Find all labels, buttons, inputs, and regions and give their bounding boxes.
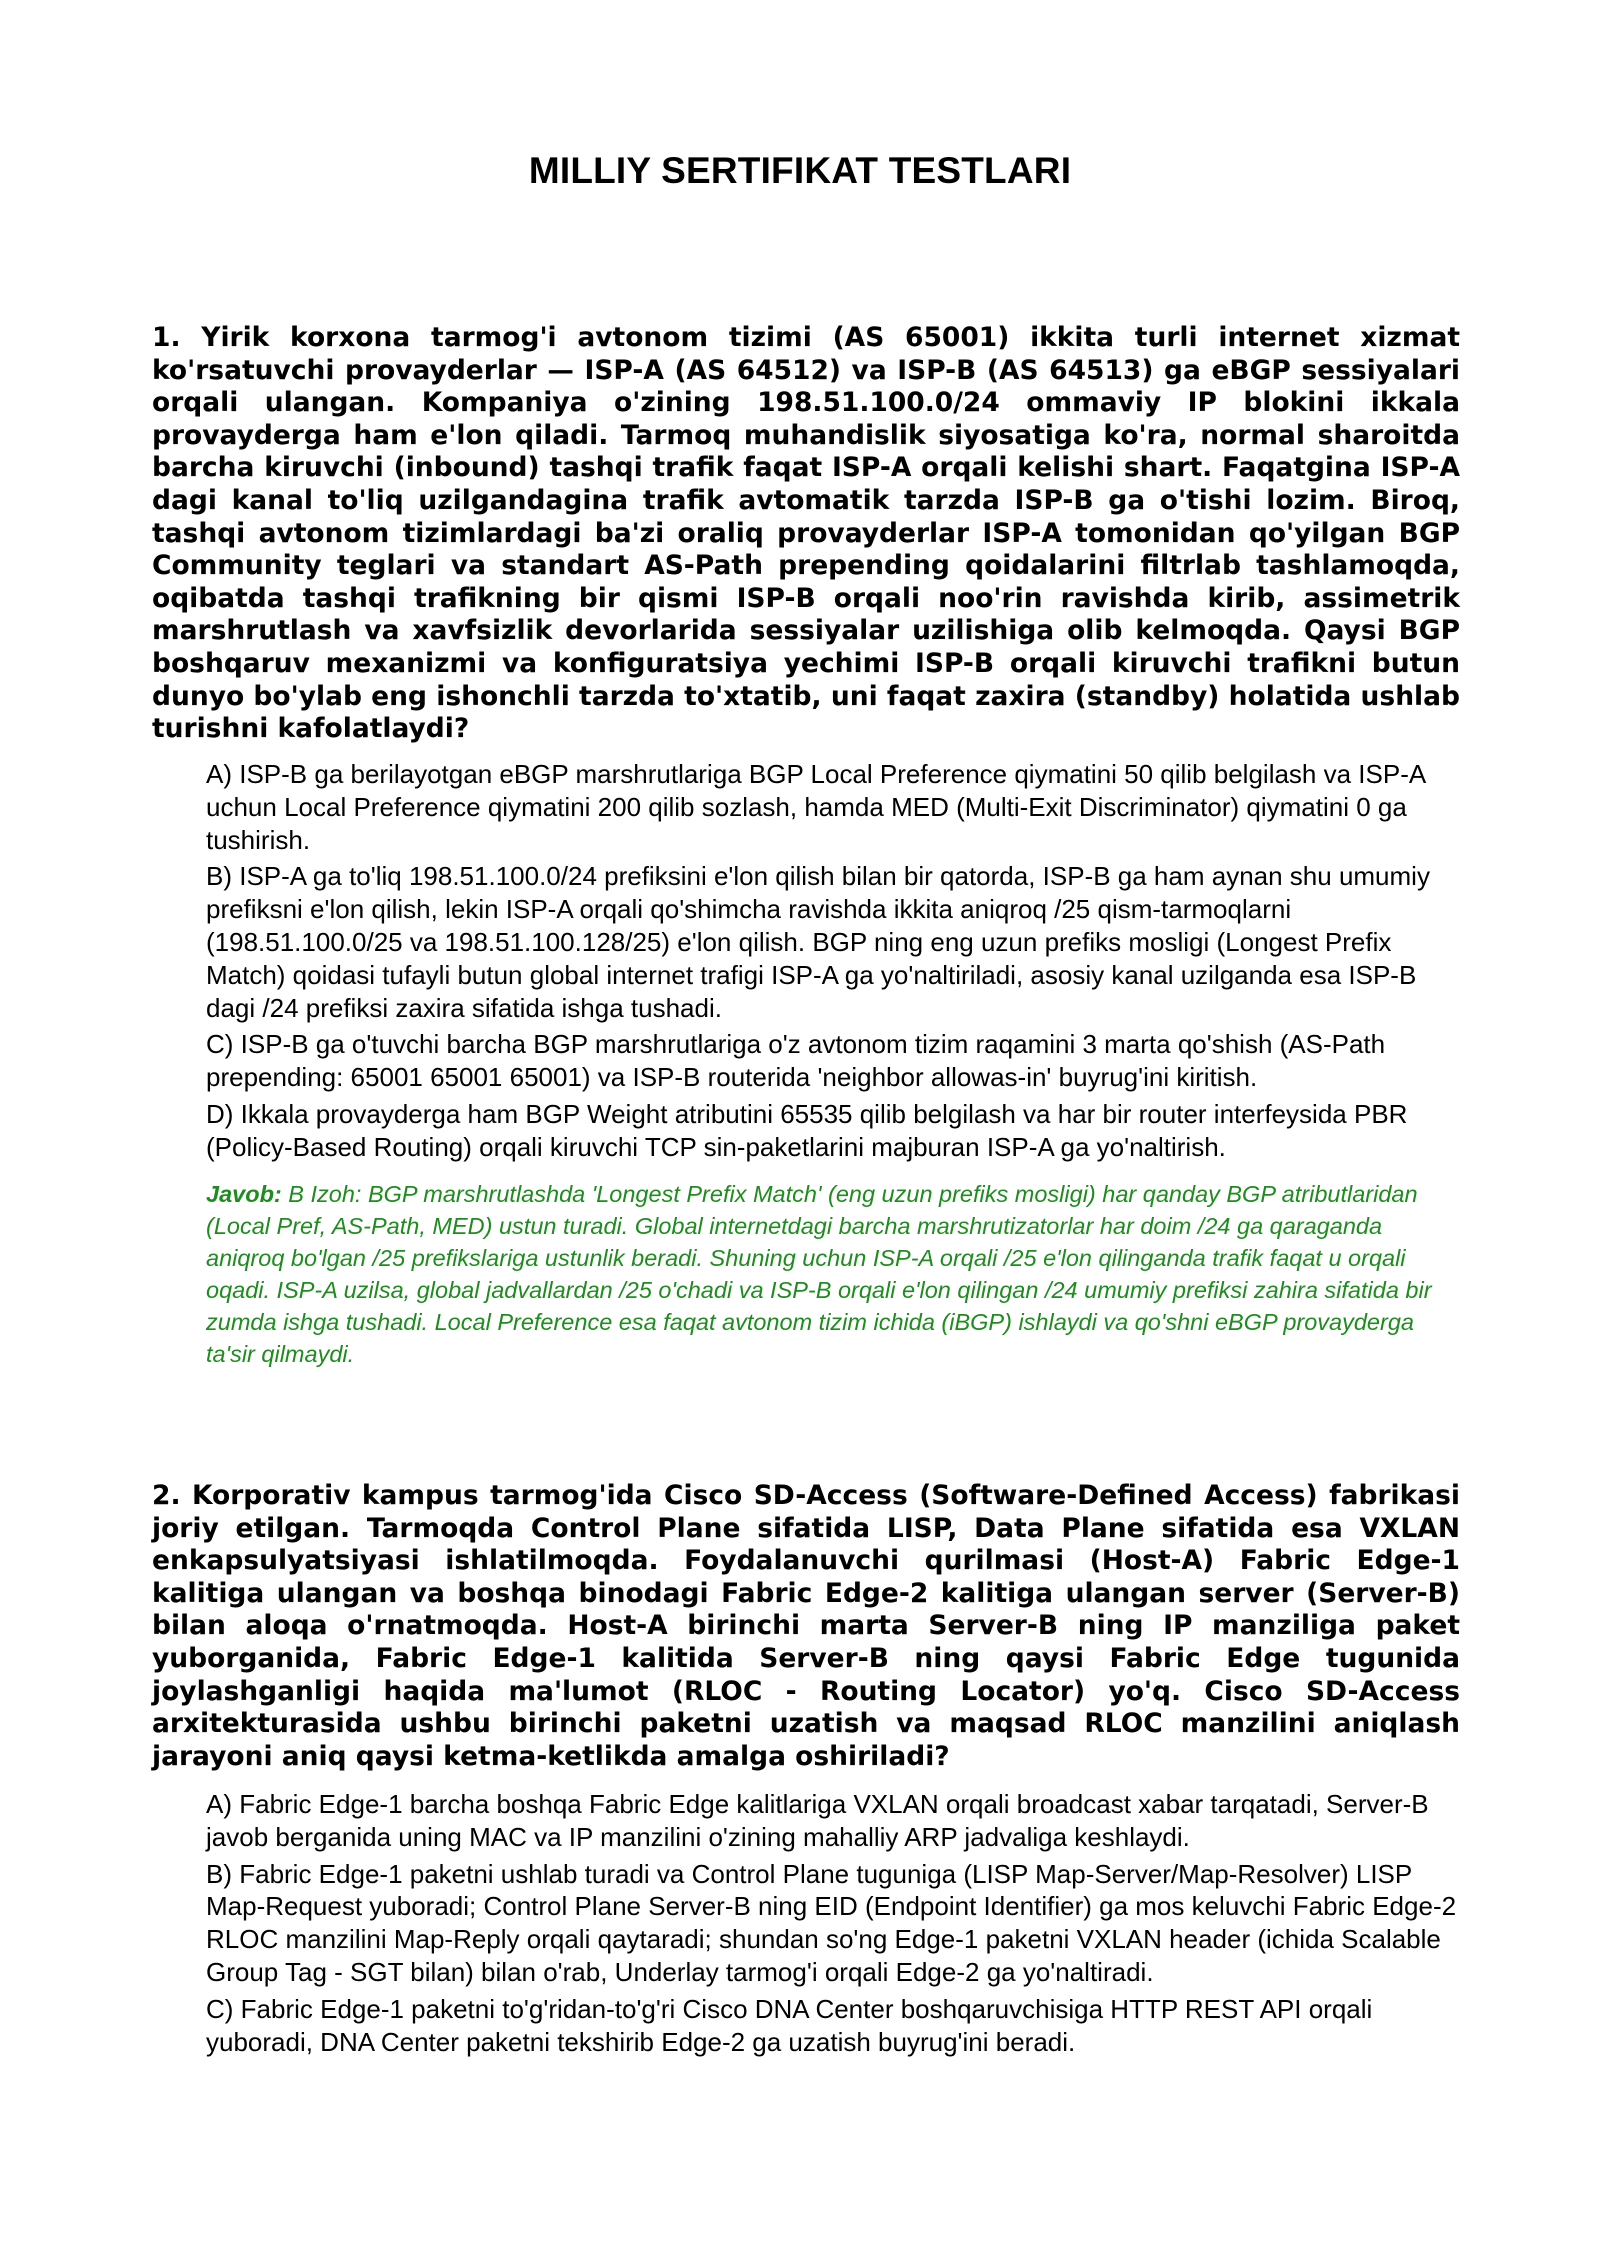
question-1-answer xyxy=(206,1178,1460,1370)
question-2-options xyxy=(206,1788,1460,2062)
question-1-option-b: B) ISP-A ga to'liq 198.51.100.0/24 prefiksini e'lon qilish bilan bir qatorda, ISP-B ga ham aynan shu umumiy prefiksni e'lon qilish, lekin ISP-A orqali qo'shimcha ravishda ikkita aniqroq /25 qism-tarmoqlarni (198.51.100.0/25 va 198.51.100.128/25) e'lon qilish. BGP ning eng uzun prefiks mosligi (Longest Prefix Match) qoidasi tufayli butun global internet trafigi ISP-A ga yo'naltiriladi, asosiy kanal uzilganda esa ISP-B dagi /24 prefiksi zaxira sifatida ishga tushadi. xyxy=(206,861,1430,1023)
answer-label: Javob: xyxy=(206,1180,282,1207)
question-1-options xyxy=(206,758,1460,1370)
question-1-option-a: A) ISP-B ga berilayotgan eBGP marshrutlariga BGP Local Preference qiymatini 50 qilib belgilash va ISP-A uchun Local Preference qiymatini 200 qilib sozlash, hamda MED (Multi-Exit Discriminator) qiymatini 0 ga tushirish. xyxy=(206,759,1425,855)
question-1-stem: 1. Yirik korxona tarmog'i avtonom tizimi (AS 65001) ikkita turli internet xizmat ko'rsatuvchi provayderlar — ISP-A (AS 64512) va ISP-B (AS 64513) ga eBGP sessiyalari orqali ulangan. Kompaniya o'zining 198.51.100.0/24 ommaviy IP blokini ikkala provayderga ham e'lon qiladi. Tarmoq muhandislik siyosatiga ko'ra, normal sharoitda barcha kiruvchi (inbound) tashqi trafik faqat ISP-A orqali kelishi shart. Faqatgina ISP-A dagi kanal to'liq uzilgandagina trafik avtomatik tarzda ISP-B ga o'tishi lozim. Biroq, tashqi avtonom tizimlardagi ba'zi oraliq provayderlar ISP-A tomonidan qo'yilgan BGP Community teglari va standart AS-Path prepending qoidalarini filtrlab tashlamoqda, oqibatda tashqi trafikning bir qismi ISP-B orqali noo'rin ravishda kirib, assimetrik marshrutlash va xavfsizlik devorlarida sessiyalar uzilishiga olib kelmoqda. Qaysi BGP boshqaruv mexanizmi va konfiguratsiya yechimi ISP-B orqali kiruvchi trafikni butun dunyo bo'ylab eng ishonchli tarzda to'xtatib, uni faqat zaxira (standby) holatida ushlab turishni kafolatlaydi? xyxy=(152,322,1460,745)
question-2-option-b: B) Fabric Edge-1 paketni ushlab turadi va Control Plane tuguniga (LISP Map-Server/Map-Resolver) LISP Map-Request yuboradi; Control Plane Server-B ning EID (Endpoint Identifier) ga mos keluvchi Fabric Edge-2 RLOC manzilini Map-Reply orqali qaytaradi; shundan so'ng Edge-1 paketni VXLAN header (ichida Scalable Group Tag - SGT bilan) bilan o'rab, Underlay tarmog'i orqali Edge-2 ga yo'naltiradi. xyxy=(206,1858,1457,1987)
answer-explanation: B Izoh: BGP marshrutlashda 'Longest Prefix Match' (eng uzun prefiks mosligi) har qanday BGP atributlaridan (Local Pref, AS-Path, MED) ustun turadi. Global internetdagi barcha marshrutizatorlar har doim /24 ga qaraganda aniqroq bo'lgan /25 prefikslariga ustunlik beradi. Shuning uchun ISP-A orqali /25 e'lon qilinganda trafik faqat u orqali oqadi. ISP-A uzilsa, global jadvallardan /25 o'chadi va ISP-B orqali e'lon qilingan /24 umumiy prefiksi zahira sifatida bir zumda ishga tushadi. Local Preference esa faqat avtonom tizim ichida (iBGP) ishlaydi va qo'shni eBGP provayderga ta'sir qilmaydi. xyxy=(206,1180,1432,1367)
question-2-option-c: C) Fabric Edge-1 paketni to'g'ridan-to'g'ri Cisco DNA Center boshqaruvchisiga HTTP REST API orqali yuboradi, DNA Center paketni tekshirib Edge-2 ga uzatish buyrug'ini beradi. xyxy=(206,1993,1373,2057)
question-1-option-c: C) ISP-B ga o'tuvchi barcha BGP marshrutlariga o'z avtonom tizim raqamini 3 marta qo'shish (AS-Path prepending: 65001 65001 65001) va ISP-B routerida 'neighbor allowas-in' buyrug'ini kiritish. xyxy=(206,1029,1386,1093)
question-1-option-d: D) Ikkala provayderga ham BGP Weight atributini 65535 qilib belgilash va har bir router interfeysida PBR (Policy-Based Routing) orqali kiruvchi TCP sin-paketlarini majburan ISP-A ga yo'naltirish. xyxy=(206,1098,1408,1162)
page-title: MILLIY SERTIFIKAT TESTLARI xyxy=(528,150,1072,191)
question-2-option-a: A) Fabric Edge-1 barcha boshqa Fabric Edge kalitlariga VXLAN orqali broadcast xabar tarqatadi, Server-B javob berganida uning MAC va IP manzilini o'zining mahalliy ARP jadvaliga keshlaydi. xyxy=(206,1789,1429,1852)
question-2-stem: 2. Korporativ kampus tarmog'ida Cisco SD-Access (Software-Defined Access) fabrikasi joriy etilgan. Tarmoqda Control Plane sifatida LISP, Data Plane sifatida esa VXLAN enkapsulyatsiyasi ishlatilmoqda. Foydalanuvchi qurilmasi (Host-A) Fabric Edge-1 kalitiga ulangan va boshqa binodagi Fabric Edge-2 kalitiga ulangan server (Server-B) bilan aloqa o'rnatmoqda. Host-A birinchi marta Server-B ning IP manziliga paket yuborganida, Fabric Edge-1 kalitida Server-B ning qaysi Fabric Edge tugunida joylashganligi haqida ma'lumot (RLOC - Routing Locator) yo'q. Cisco SD-Access arxitekturasida ushbu birinchi paketni uzatish va maqsad RLOC manzilini aniqlash jarayoni aniq qaysi ketma-ketlikda amalga oshiriladi? xyxy=(152,1480,1460,1772)
